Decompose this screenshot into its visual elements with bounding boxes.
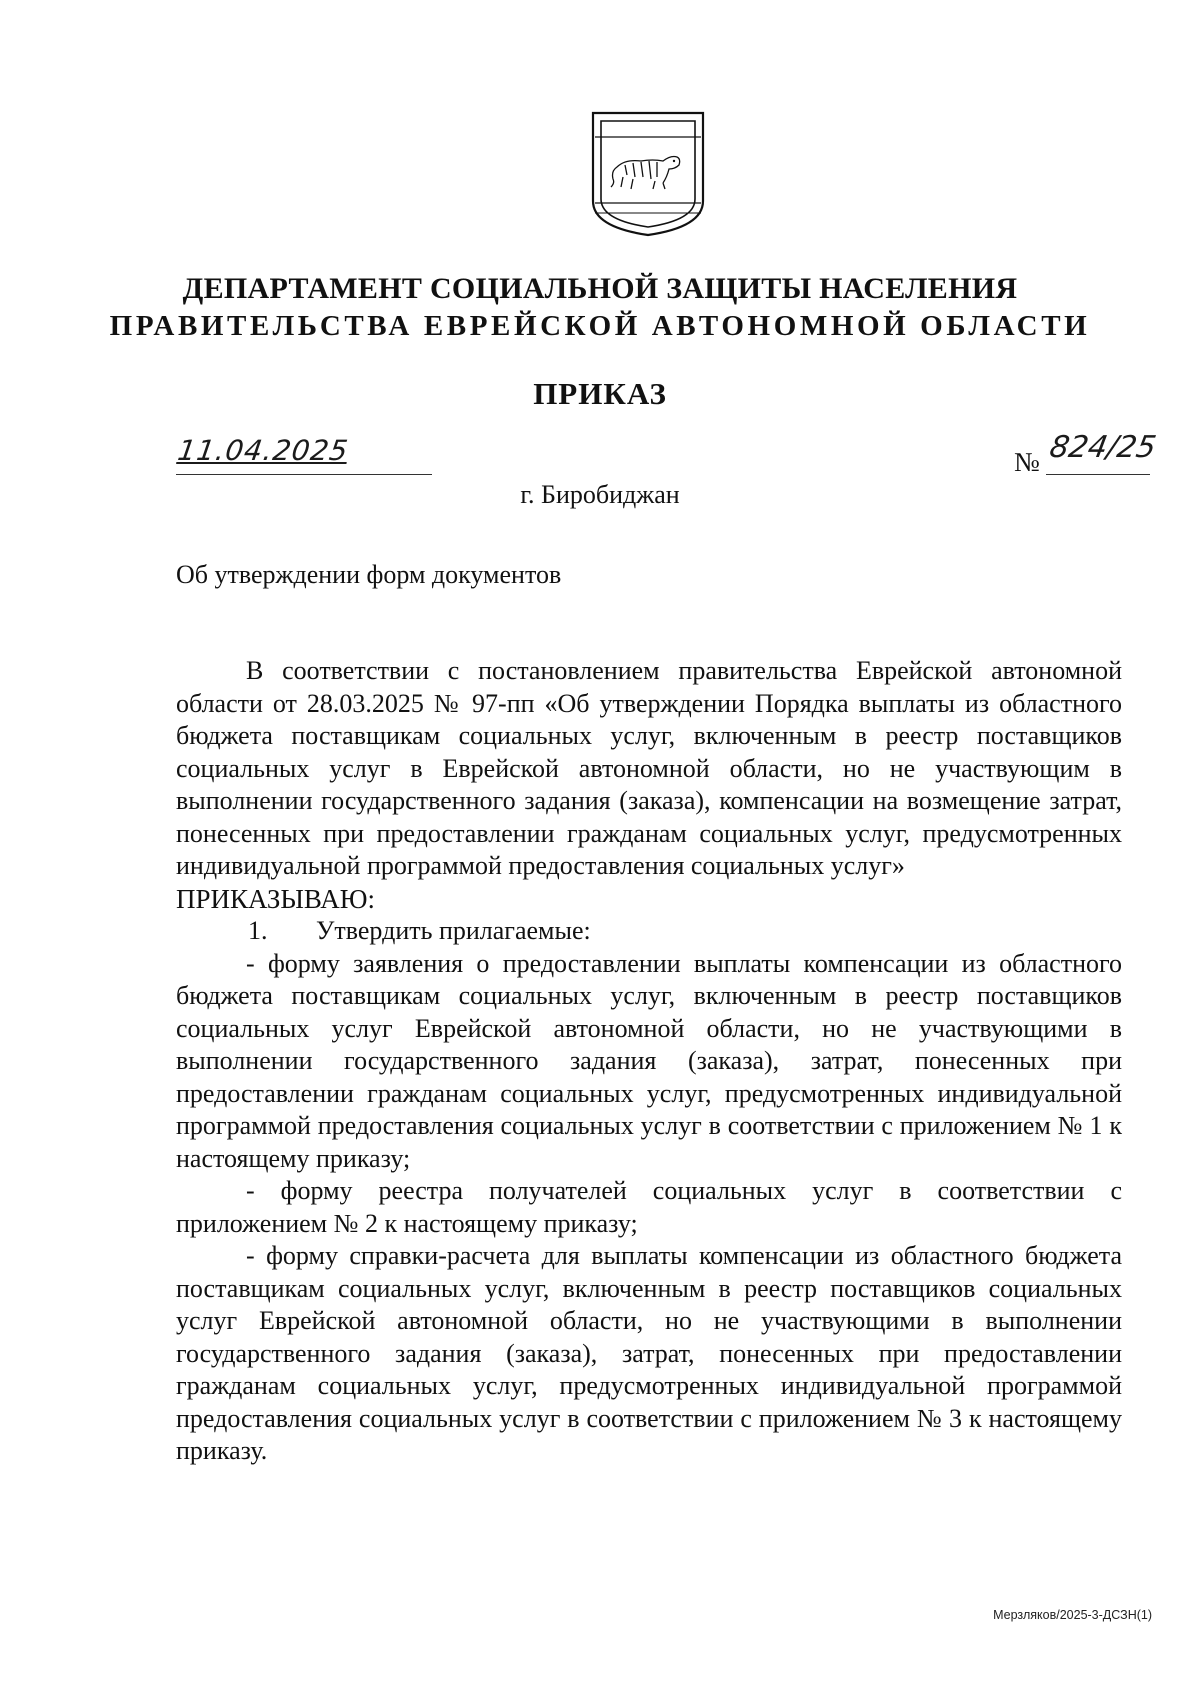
order-item xyxy=(176,915,1122,948)
item-text: Утвердить прилагаемые: xyxy=(316,916,591,945)
tiger-coat-of-arms-icon xyxy=(589,109,707,239)
number-field xyxy=(1046,430,1159,475)
list-item: - форму реестра получателей социальных услуг в соответствии с приложением № 2 к настоящему приказу; xyxy=(176,1176,1122,1238)
document-type: ПРИКАЗ xyxy=(533,376,667,411)
document-number: 824/25 xyxy=(1046,430,1159,465)
organization-parent: ПРАВИТЕЛЬСТВА ЕВРЕЙСКОЙ АВТОНОМНОЙ ОБЛАСТИ xyxy=(109,310,1091,342)
number-label: № xyxy=(1014,447,1040,477)
document-subject: Об утверждении форм документов xyxy=(176,560,562,589)
item-number: 1. xyxy=(248,916,268,945)
preamble-paragraph: В соответствии с постановлением правительства Еврейской автономной области от 28.03.2025 № 97-пп «Об утверждении Порядка выплаты из областного бюджета поставщикам социальных услуг, включенным в реестр поставщиков социальных услуг в Еврейской автономной области, но не участвующим в выполнении государственного задания (заказа), компенсации на возмещение затрат, понесенных при предоставлении гражданам социальных услуг, предусмотренных индивидуальной программой предоставления социальных услуг» xyxy=(176,656,1122,880)
document-date: 11.04.2025 xyxy=(175,434,351,467)
document-body xyxy=(176,655,1122,1468)
list-item: - форму заявления о предоставлении выплаты компенсации из областного бюджета поставщикам социальных услуг, включенным в реестр поставщиков социальных услуг Еврейской автономной области, но не участвующими в выполнении государственного задания (заказа), затрат, понесенных при предоставлении гражданам социальных услуг, предусмотренных индивидуальной программой предоставления социальных услуг в соответствии с приложением № 1 к настоящему приказу; xyxy=(176,948,1122,1173)
organization-name: ДЕПАРТАМЕНТ СОЦИАЛЬНОЙ ЗАЩИТЫ НАСЕЛЕНИЯ xyxy=(182,272,1018,305)
date-field xyxy=(175,434,432,475)
footer-reference: Мерзляков/2025-3-ДСЗН(1) xyxy=(993,1608,1152,1622)
city: г. Биробиджан xyxy=(520,480,680,509)
order-word: ПРИКАЗЫВАЮ: xyxy=(176,883,375,914)
list-item: - форму справки-расчета для выплаты компенсации из областного бюджета поставщикам социальных услуг, включенным в реестр поставщиков социальных услуг Еврейской автономной области, но не участвующими в выполнении государственного задания (заказа), затрат, понесенных при предоставлении гражданам социальных услуг, предусмотренных индивидуальной программой предоставления социальных услуг в соответствии с приложением № 3 к настоящему приказу. xyxy=(176,1241,1122,1465)
